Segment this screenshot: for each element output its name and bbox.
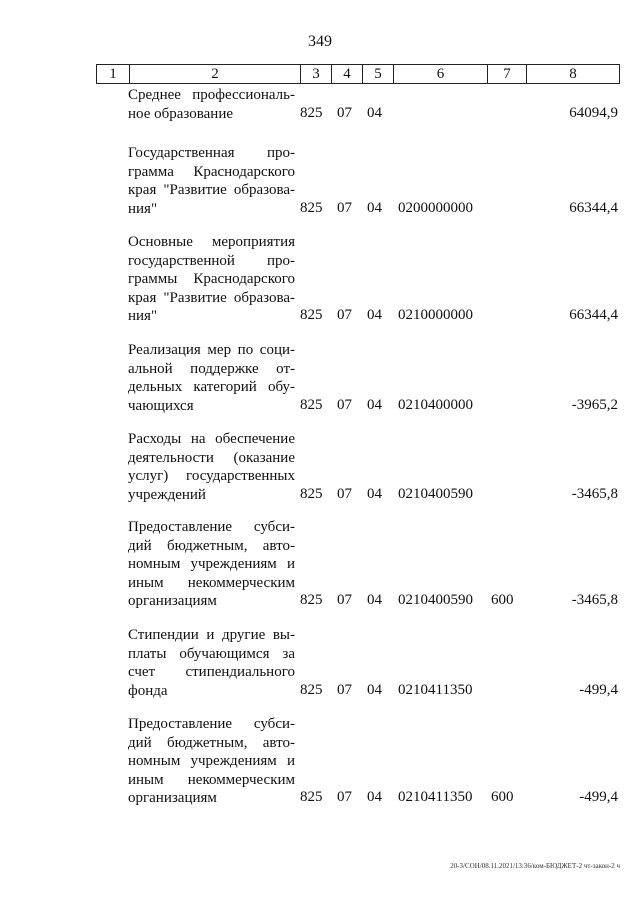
description-line: граммы Краснодарского — [128, 271, 295, 287]
column-header-7: 7 — [488, 65, 527, 84]
cell-col6: 0210400590 — [398, 592, 473, 608]
cell-col5: 04 — [367, 681, 382, 698]
document-footer-stamp: 20-3/СОН/08.11.2021/13:36/ком-БЮДЖЕТ-2 чт-закон-2 ч — [450, 862, 620, 870]
column-header-3: 3 — [301, 65, 332, 84]
cell-col3: 825 — [300, 592, 323, 608]
description-line: организациям — [128, 790, 217, 806]
cell-col8: -3465,8 — [571, 485, 618, 502]
description-line: Стипендии и другие вы- — [128, 627, 295, 643]
cell-col8: -3465,8 — [571, 592, 618, 608]
description-line: Среднее профессиональ- — [128, 87, 295, 103]
column-header-8: 8 — [527, 65, 620, 84]
cell-col6: 0210400000 — [398, 396, 473, 413]
cell-col6: 0210000000 — [398, 307, 473, 323]
description-line: иным некоммерческим — [128, 771, 295, 788]
row-description — [128, 144, 295, 218]
row-description — [128, 341, 295, 415]
description-line: Предоставление субси- — [128, 519, 295, 535]
description-line: организациям — [128, 593, 217, 609]
description-line: платы обучающимся за — [128, 645, 295, 662]
cell-col3: 825 — [300, 681, 323, 698]
description-line: Государственная про- — [128, 145, 295, 161]
cell-col6: 0200000000 — [398, 199, 473, 216]
description-line: номным учреждениям и — [128, 556, 295, 572]
cell-col3: 825 — [300, 104, 323, 121]
description-line: учреждений — [128, 486, 206, 503]
cell-col3: 825 — [300, 485, 323, 502]
cell-col8: -499,4 — [579, 681, 618, 698]
cell-col4: 07 — [337, 104, 352, 121]
cell-col5: 04 — [367, 307, 382, 323]
description-line: услуг) государственных — [128, 468, 295, 484]
description-line: Основные мероприятия — [128, 234, 295, 250]
cell-col4: 07 — [337, 396, 352, 413]
cell-col3: 825 — [300, 396, 323, 413]
row-description — [128, 86, 295, 123]
description-line: чающихся — [128, 397, 194, 414]
description-line: Предоставление субси- — [128, 716, 295, 732]
cell-col8: 66344,4 — [569, 199, 618, 216]
row-description — [128, 233, 295, 326]
cell-col5: 04 — [367, 396, 382, 413]
cell-col3: 825 — [300, 199, 323, 216]
cell-col5: 04 — [367, 199, 382, 216]
row-description — [128, 715, 295, 808]
column-header-6: 6 — [394, 65, 488, 84]
column-header-4: 4 — [332, 65, 363, 84]
description-line: дий бюджетным, авто- — [128, 734, 295, 751]
description-line: ния" — [128, 200, 158, 217]
row-description — [128, 430, 295, 504]
description-line: края "Развитие образова- — [128, 289, 295, 306]
description-line: ния" — [128, 308, 158, 324]
cell-col7: 600 — [491, 789, 514, 805]
description-line: края "Развитие образова- — [128, 182, 295, 198]
column-header-5: 5 — [363, 65, 394, 84]
cell-col8: 66344,4 — [569, 307, 618, 323]
cell-col8: -499,4 — [579, 789, 618, 805]
page-number: 349 — [308, 33, 332, 50]
description-line: государственной про- — [128, 252, 295, 269]
column-header-row — [96, 64, 620, 84]
cell-col5: 04 — [367, 789, 382, 805]
row-description — [128, 626, 295, 700]
description-line: фонда — [128, 682, 168, 699]
cell-col6: 0210400590 — [398, 485, 473, 502]
description-line: ное образование — [128, 105, 233, 122]
cell-col3: 825 — [300, 307, 323, 323]
description-line: дельных категорий обу- — [128, 379, 295, 395]
description-line: Реализация мер по соци- — [128, 342, 295, 358]
description-line: грамма Краснодарского — [128, 163, 295, 180]
description-line: деятельности (оказание — [128, 449, 295, 466]
description-line: иным некоммерческим — [128, 574, 295, 591]
cell-col5: 04 — [367, 104, 382, 121]
description-line: дий бюджетным, авто- — [128, 537, 295, 554]
cell-col4: 07 — [337, 592, 352, 608]
cell-col8: 64094,9 — [569, 104, 618, 121]
description-line: счет стипендиального — [128, 664, 295, 680]
description-line: Расходы на обеспечение — [128, 431, 295, 447]
cell-col8: -3965,2 — [571, 396, 618, 413]
cell-col4: 07 — [337, 307, 352, 323]
row-description — [128, 518, 295, 611]
description-line: альной поддержке от- — [128, 360, 295, 377]
cell-col3: 825 — [300, 789, 323, 805]
cell-col7: 600 — [491, 592, 514, 608]
cell-col6: 0210411350 — [398, 789, 473, 805]
cell-col4: 07 — [337, 789, 352, 805]
column-header-1: 1 — [97, 65, 130, 84]
cell-col4: 07 — [337, 199, 352, 216]
description-line: номным учреждениям и — [128, 753, 295, 769]
cell-col4: 07 — [337, 485, 352, 502]
cell-col5: 04 — [367, 592, 382, 608]
cell-col6: 0210411350 — [398, 681, 473, 698]
column-header-2: 2 — [130, 65, 301, 84]
cell-col4: 07 — [337, 681, 352, 698]
cell-col5: 04 — [367, 485, 382, 502]
